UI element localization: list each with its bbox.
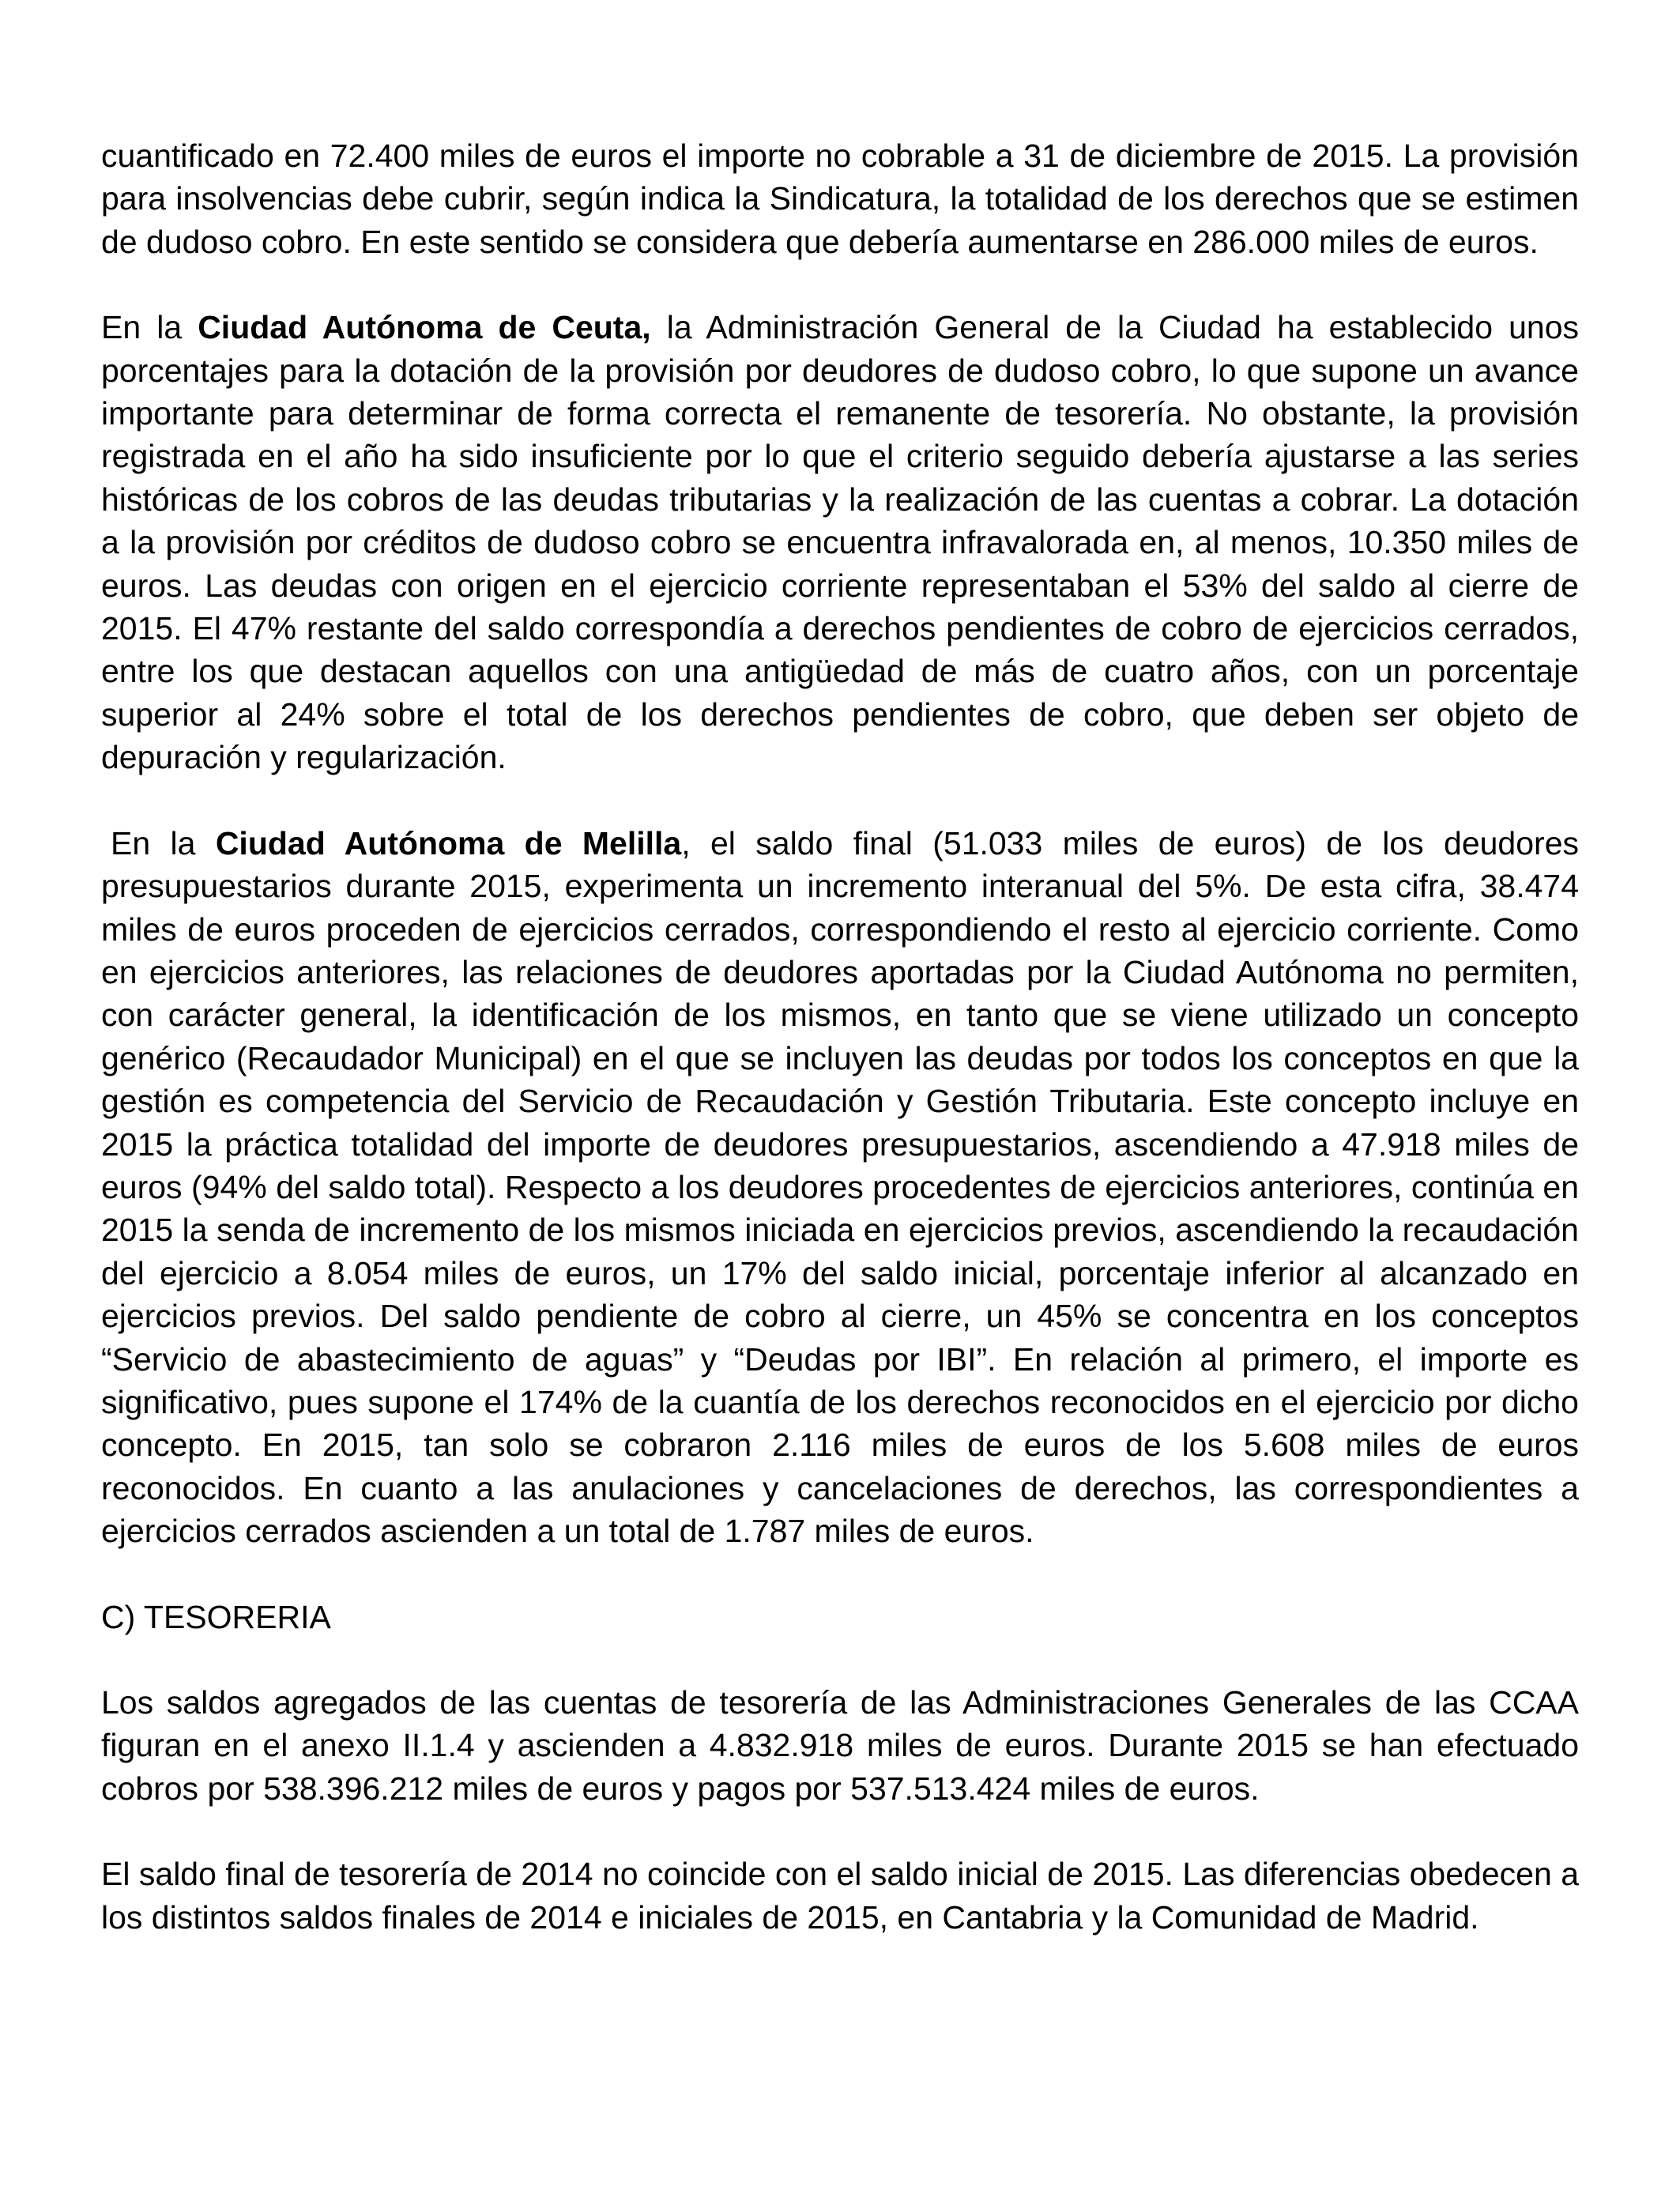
paragraph-melilla <box>101 822 1579 1553</box>
paragraph-ceuta-body: la Administración General de la Ciudad ha establecido unos porcentajes para la dotación de la provisión por deudores de dudoso cobro, lo que supone un avance importante para determinar de forma correcta el remanente de tesorería. No obstante, la provisión registrada en el año ha sido insuficiente por lo que el criterio seguido debería ajustarse a las series históricas de los cobros de las deudas tributarias y la realización de las cuentas a cobrar. La dotación a la provisión por créditos de dudoso cobro se encuentra infravalorada en, al menos, 10.350 miles de euros. Las deudas con origen en el ejercicio corriente representaban el 53% del saldo al cierre de 2015. El 47% restante del saldo correspondía a derechos pendientes de cobro de ejercicios cerrados, entre los que destacan aquellos con una antigüedad de más de cuatro años, con un porcentaje superior al 24% sobre el total de los derechos pendientes de cobro, que deben ser objeto de depuración y regularización. <box>101 309 1580 776</box>
paragraph-saldo-final: El saldo final de tesorería de 2014 no coincide con el saldo inicial de 2015. Las diferencias obedecen a los distintos saldos finales de 2014 e iniciales de 2015, en Cantabria y la Comunidad de Madrid. <box>101 1856 1579 1936</box>
paragraph-provision-insolvencias: cuantificado en 72.400 miles de euros el importe no cobrable a 31 de diciembre de 2015. La provisión para insolvencias debe cubrir, según indica la Sindicatura, la totalidad de los derechos que se estimen de dudoso cobro. En este sentido se considera que debería aumentarse en 286.000 miles de euros. <box>101 138 1579 260</box>
paragraph-ceuta <box>101 306 1579 778</box>
ceuta-bold-label: Ciudad Autónoma de Ceuta, <box>198 309 651 346</box>
document-page <box>101 134 1579 1981</box>
paragraph-saldos-agregados: Los saldos agregados de las cuentas de tesorería de las Administraciones Generales de las CCAA figuran en el anexo II.1.4 y ascienden a 4.832.918 miles de euros. Durante 2015 se han efectuado cobros por 538.396.212 miles de euros y pagos por 537.513.424 miles de euros. <box>101 1684 1579 1807</box>
paragraph-ceuta-prefix: En la <box>101 309 198 346</box>
melilla-bold-label: Ciudad Autónoma de Melilla <box>215 824 682 861</box>
section-heading-tesoreria: C) TESORERIA <box>101 1598 331 1635</box>
paragraph-melilla-prefix: En la <box>111 824 216 861</box>
paragraph-melilla-body: , el saldo final (51.033 miles de euros) de los deudores presupuestarios durante 2015, experimenta un incremento interanual del 5%. De esta cifra, 38.474 miles de euros proceden de ejercicios cerrados, correspondiendo el resto al ejercicio corriente. Como en ejercicios anteriores, las relaciones de deudores aportadas por la Ciudad Autónoma no permiten, con carácter general, la identificación de los mismos, en tanto que se viene utilizado un concepto genérico (Recaudador Municipal) en el que se incluyen las deudas por todos los conceptos en que la gestión es competencia del Servicio de Recaudación y Gestión Tributaria. Este concepto incluye en 2015 la práctica totalidad del importe de deudores presupuestarios, ascendiendo a 47.918 miles de euros (94% del saldo total). Respecto a los deudores procedentes de ejercicios anteriores, continúa en 2015 la senda de incremento de los mismos iniciada en ejercicios previos, ascendiendo la recaudación del ejercicio a 8.054 miles de euros, un 17% del saldo inicial, porcentaje inferior al alcanzado en ejercicios previos. Del saldo pendiente de cobro al cierre, un 45% se concentra en los conceptos “Servicio de abastecimiento de aguas” y “Deudas por IBI”. En relación al primero, el importe es significativo, pues supone el 174% de la cuantía de los derechos reconocidos en el ejercicio por dicho concepto. En 2015, tan solo se cobraron 2.116 miles de euros de los 5.608 miles de euros reconocidos. En cuanto a las anulaciones y cancelaciones de derechos, las correspondientes a ejercicios cerrados ascienden a un total de 1.787 miles de euros. <box>101 824 1579 1550</box>
